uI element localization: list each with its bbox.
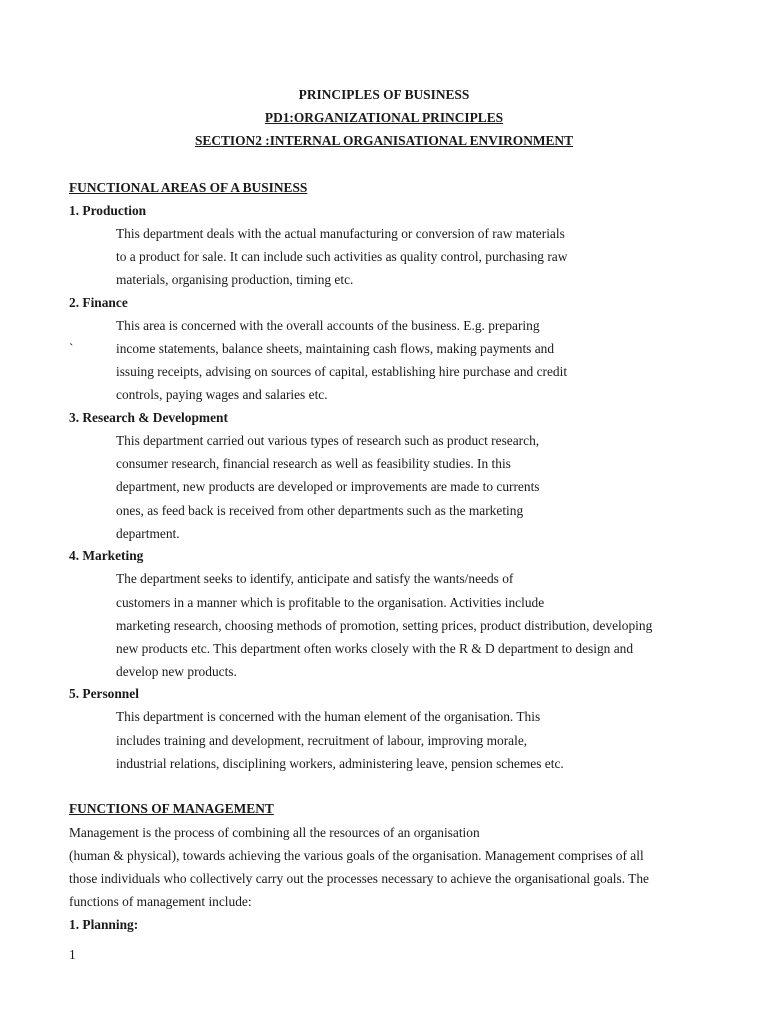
research-line-2: consumer research, financial research as well as feasibility studies. In this [116,456,511,471]
finance-line-4: controls, paying wages and salaries etc. [116,387,328,402]
functional-areas-heading: FUNCTIONAL AREAS OF A BUSINESS [69,180,308,195]
production-line-2: to a product for sale. It can include such activities as quality control, purchasing raw [116,249,568,264]
management-line-1: Management is the process of combining all the resources of an organisation [69,825,480,840]
personnel-line-1: This department is concerned with the human element of the organisation. This [116,709,541,724]
research-line-1: This department carried out various types of research such as product research, [116,433,540,448]
personnel-line-2: includes training and development, recruitment of labour, improving morale, [116,733,528,748]
stray-backtick-mark: ` [69,341,74,356]
management-line-3: those individuals who collectively carry out the processes necessary to achieve the organisational goals. The [69,871,649,886]
section-title: SECTION2 :INTERNAL ORGANISATIONAL ENVIRONMENT [194,133,574,148]
page-number: 1 [69,947,76,962]
personnel-line-3: industrial relations, disciplining workers, administering leave, pension schemes etc. [116,756,564,771]
production-heading: 1. Production [69,203,147,218]
production-line-3: materials, organising production, timing etc. [116,272,354,287]
research-line-5: department. [116,526,180,541]
management-heading: FUNCTIONS OF MANAGEMENT [69,801,274,816]
management-line-2: (human & physical), towards achieving the various goals of the organisation. Management comprises of all [69,848,644,863]
finance-line-3: issuing receipts, advising on sources of capital, establishing hire purchase and credit [116,364,568,379]
research-heading: 3. Research & Development [69,410,228,425]
marketing-line-1: The department seeks to identify, anticipate and satisfy the wants/needs of [116,571,514,586]
management-line-4: functions of management include: [69,894,252,909]
document-title: PRINCIPLES OF BUSINESS [298,87,470,102]
marketing-line-2: customers in a manner which is profitable to the organisation. Activities include [116,595,545,610]
marketing-line-5: develop new products. [116,664,237,679]
document-subtitle: PD1:ORGANIZATIONAL PRINCIPLES [264,110,504,125]
planning-heading: 1. Planning: [69,917,139,932]
personnel-heading: 5. Personnel [69,686,139,701]
finance-line-2: income statements, balance sheets, maintaining cash flows, making payments and [116,341,555,356]
finance-line-1: This area is concerned with the overall accounts of the business. E.g. preparing [116,318,540,333]
finance-heading: 2. Finance [69,295,128,310]
marketing-line-4: new products etc. This department often works closely with the R & D department to design and [116,641,634,656]
research-line-4: ones, as feed back is received from other departments such as the marketing [116,503,524,518]
marketing-line-3: marketing research, choosing methods of promotion, setting prices, product distribution, developing [116,618,653,633]
marketing-heading: 4. Marketing [69,548,144,563]
research-line-3: department, new products are developed or improvements are made to currents [116,479,540,494]
production-line-1: This department deals with the actual manufacturing or conversion of raw materials [116,226,565,241]
